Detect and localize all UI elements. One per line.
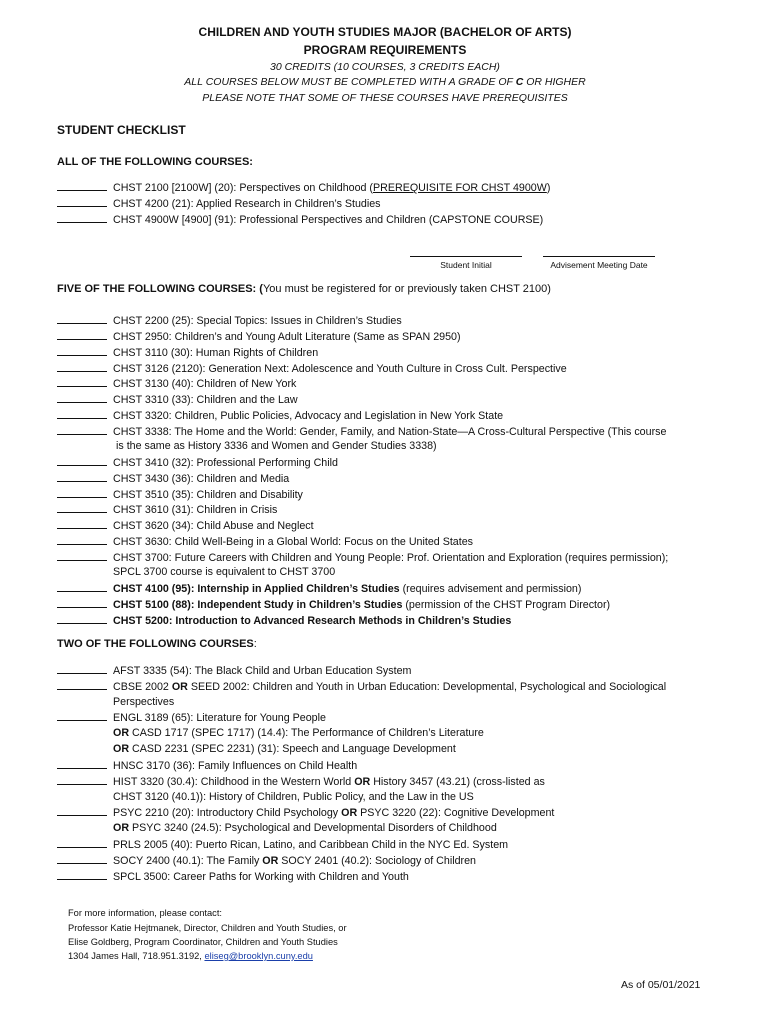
program-title: CHILDREN AND YOUTH STUDIES MAJOR (BACHELOR OF ARTS) bbox=[198, 25, 572, 39]
contact-intro: For more information, please contact: bbox=[68, 908, 222, 918]
course-row: CHST 3130 (40): Children of New York bbox=[57, 377, 296, 390]
course-row: CHST 3620 (34): Child Abuse and Neglect bbox=[57, 519, 314, 532]
course-row: CBSE 2002 OR SEED 2002: Children and Youth in Urban Education: Developmental, Psychological and Sociological bbox=[57, 680, 666, 693]
check-blank[interactable] bbox=[57, 377, 107, 387]
course-row: HNSC 3170 (36): Family Influences on Child Health bbox=[57, 759, 357, 772]
course-continuation: SPCL 3700 course is equivalent to CHST 3700 bbox=[113, 566, 336, 578]
course-row: CHST 3110 (30): Human Rights of Children bbox=[57, 346, 318, 359]
section-two-heading: TWO OF THE FOLLOWING COURSES: bbox=[57, 638, 257, 650]
contact-address: 1304 James Hall, 718.951.3192, eliseg@brooklyn.cuny.edu bbox=[68, 951, 313, 961]
course-row: CHST 4900W [4900] (91): Professional Perspectives and Children (CAPSTONE COURSE) bbox=[57, 213, 543, 226]
check-blank[interactable] bbox=[57, 759, 107, 769]
course-row: SPCL 3500: Career Paths for Working with Children and Youth bbox=[57, 870, 409, 883]
check-blank[interactable] bbox=[57, 197, 107, 207]
course-row: CHST 2200 (25): Special Topics: Issues in Children’s Studies bbox=[57, 314, 402, 327]
check-blank[interactable] bbox=[57, 346, 107, 356]
check-blank[interactable] bbox=[57, 614, 107, 624]
check-blank[interactable] bbox=[57, 711, 107, 721]
check-blank[interactable] bbox=[57, 409, 107, 419]
course-row: CHST 3126 (2120): Generation Next: Adolescence and Youth Culture in Cross Cult. Perspective bbox=[57, 362, 567, 375]
course-row: CHST 3410 (32): Professional Performing Child bbox=[57, 456, 338, 469]
program-subtitle: PROGRAM REQUIREMENTS bbox=[303, 43, 467, 57]
course-row: CHST 3430 (36): Children and Media bbox=[57, 472, 289, 485]
prereq-note: PLEASE NOTE THAT SOME OF THESE COURSES HAVE PREREQUISITES bbox=[202, 92, 568, 104]
course-row: CHST 4200 (21): Applied Research in Children’s Studies bbox=[57, 197, 381, 210]
check-blank[interactable] bbox=[57, 456, 107, 466]
course-row: ENGL 3189 (65): Literature for Young People bbox=[57, 711, 326, 724]
course-row: CHST 3320: Children, Public Policies, Advocacy and Legislation in New York State bbox=[57, 409, 503, 422]
course-row: CHST 3630: Child Well-Being in a Global World: Focus on the United States bbox=[57, 535, 473, 548]
course-row: HIST 3320 (30.4): Childhood in the Western World OR History 3457 (43.21) (cross-listed as bbox=[57, 775, 545, 788]
check-blank[interactable] bbox=[57, 181, 107, 191]
check-blank[interactable] bbox=[57, 551, 107, 561]
check-blank[interactable] bbox=[57, 472, 107, 482]
course-alternative: OR PSYC 3240 (24.5): Psychological and Developmental Disorders of Childhood bbox=[113, 822, 497, 834]
check-blank[interactable] bbox=[57, 213, 107, 223]
course-continuation: CHST 3120 (40.1)): History of Children, Public Policy, and the Law in the US bbox=[113, 791, 474, 803]
check-blank[interactable] bbox=[57, 664, 107, 674]
student-initial-field[interactable]: Student Initial bbox=[410, 256, 522, 270]
check-blank[interactable] bbox=[57, 503, 107, 513]
check-blank[interactable] bbox=[57, 314, 107, 324]
revision-date: As of 05/01/2021 bbox=[621, 979, 701, 991]
course-row: CHST 3310 (33): Children and the Law bbox=[57, 393, 298, 406]
check-blank[interactable] bbox=[57, 775, 107, 785]
course-row: CHST 3510 (35): Children and Disability bbox=[57, 488, 303, 501]
check-blank[interactable] bbox=[57, 582, 107, 592]
grade-note: ALL COURSES BELOW MUST BE COMPLETED WITH A GRADE OF C OR HIGHER bbox=[184, 76, 586, 88]
check-blank[interactable] bbox=[57, 519, 107, 529]
course-row: CHST 4100 (95): Internship in Applied Children’s Studies (requires advisement and permission) bbox=[57, 582, 581, 595]
contact-coordinator: Elise Goldberg, Program Coordinator, Children and Youth Studies bbox=[68, 937, 338, 947]
course-continuation: Perspectives bbox=[113, 696, 175, 708]
course-row: CHST 3700: Future Careers with Children and Young People: Prof. Orientation and Exploration (requires permission); bbox=[57, 551, 668, 564]
course-continuation: is the same as History 3336 and Women and Gender Studies 3338) bbox=[116, 440, 437, 452]
check-blank[interactable] bbox=[57, 838, 107, 848]
check-blank[interactable] bbox=[57, 362, 107, 372]
check-blank[interactable] bbox=[57, 598, 107, 608]
section-five-heading: FIVE OF THE FOLLOWING COURSES: (You must be registered for or previously taken CHST 2100) bbox=[57, 283, 551, 295]
course-row: CHST 3338: The Home and the World: Gender, Family, and Nation-State—A Cross-Cultural Perspective (This course bbox=[57, 425, 666, 438]
course-row: CHST 5100 (88): Independent Study in Children’s Studies (permission of the CHST Program Director) bbox=[57, 598, 610, 611]
course-row: CHST 3610 (31): Children in Crisis bbox=[57, 503, 277, 516]
section-all-heading: ALL OF THE FOLLOWING COURSES: bbox=[57, 156, 253, 168]
check-blank[interactable] bbox=[57, 870, 107, 880]
check-blank[interactable] bbox=[57, 488, 107, 498]
checklist-title: STUDENT CHECKLIST bbox=[57, 123, 186, 137]
check-blank[interactable] bbox=[57, 680, 107, 690]
check-blank[interactable] bbox=[57, 854, 107, 864]
course-row: PSYC 2210 (20): Introductory Child Psychology OR PSYC 3220 (22): Cognitive Development bbox=[57, 806, 554, 819]
contact-director: Professor Katie Hejtmanek, Director, Children and Youth Studies, or bbox=[68, 923, 347, 933]
check-blank[interactable] bbox=[57, 806, 107, 816]
course-alternative: OR CASD 2231 (SPEC 2231) (31): Speech and Language Development bbox=[113, 743, 456, 755]
course-row: PRLS 2005 (40): Puerto Rican, Latino, and Caribbean Child in the NYC Ed. System bbox=[57, 838, 508, 851]
check-blank[interactable] bbox=[57, 330, 107, 340]
course-row: CHST 5200: Introduction to Advanced Research Methods in Children’s Studies bbox=[57, 614, 511, 627]
advisement-date-field[interactable]: Advisement Meeting Date bbox=[543, 256, 655, 270]
check-blank[interactable] bbox=[57, 425, 107, 435]
credits-note: 30 CREDITS (10 COURSES, 3 CREDITS EACH) bbox=[270, 61, 500, 73]
course-alternative: OR CASD 1717 (SPEC 1717) (14.4): The Performance of Children’s Literature bbox=[113, 727, 484, 739]
course-row: CHST 2100 [2100W] (20): Perspectives on Childhood (PREREQUISITE FOR CHST 4900W) bbox=[57, 181, 550, 194]
course-row: AFST 3335 (54): The Black Child and Urban Education System bbox=[57, 664, 411, 677]
course-row: CHST 2950: Children’s and Young Adult Literature (Same as SPAN 2950) bbox=[57, 330, 461, 343]
email-link[interactable]: eliseg@brooklyn.cuny.edu bbox=[204, 951, 313, 961]
check-blank[interactable] bbox=[57, 535, 107, 545]
course-row: SOCY 2400 (40.1): The Family OR SOCY 2401 (40.2): Sociology of Children bbox=[57, 854, 476, 867]
check-blank[interactable] bbox=[57, 393, 107, 403]
